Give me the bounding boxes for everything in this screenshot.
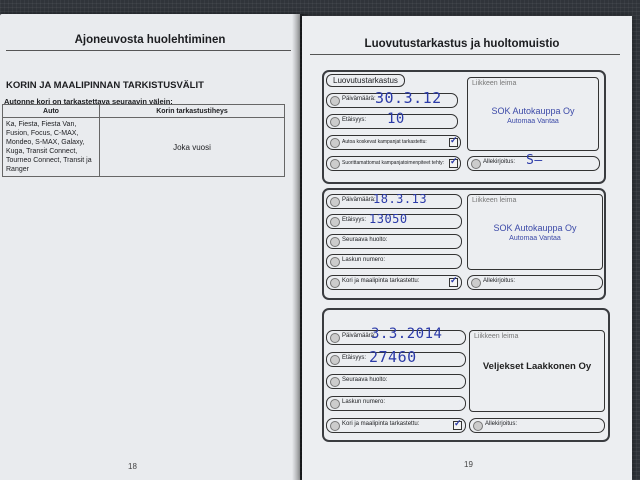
checkbox[interactable] [449,135,458,147]
left-page [0,14,300,480]
checkmark-icon: ✓ [450,156,458,166]
bullet-icon [330,159,340,169]
bullet-icon [330,278,340,288]
stamp-dealer-name: Veljekset Laakkonen Oy [482,361,592,372]
next-service-field[interactable] [326,374,466,389]
bullet-icon [330,237,340,247]
field-label: Päivämäärä: [342,197,376,203]
field-label: Suorittamattomat kampanjatoimenpiteet tehty: [342,160,444,166]
table-header-frequency: Korin tarkastustiheys [100,105,285,118]
stamp-label: Liikkeen leima [472,80,517,87]
checkmark-icon: ✓ [450,135,458,145]
bullet-icon [471,159,481,169]
table-row [3,118,285,177]
table-cell-frequency: Joka vuosi [100,118,285,177]
bullet-icon [330,96,340,106]
invoice-number-field[interactable] [326,254,462,269]
bullet-icon [330,197,340,207]
bullet-icon [330,399,340,409]
checkbox[interactable] [449,275,458,287]
bullet-icon [330,421,340,431]
field-label: Seuraava huolto: [342,237,388,243]
page-number: 19 [464,460,473,469]
field-label: Allekirjoitus: [485,421,518,427]
handwritten-mileage: 27460 [369,348,417,366]
next-service-field[interactable] [326,234,462,249]
service-record-3 [322,308,610,442]
stamp-dealer-name: SOK Autokauppa Oy [491,106,575,116]
mileage-field[interactable] [326,111,458,129]
field-label: Autoa koskevat kampanjat tarkastettu: [342,139,427,145]
signature-field[interactable] [469,418,605,433]
field-label: Allekirjoitus: [483,159,516,165]
signature-field[interactable] [467,275,603,290]
title-rule [310,54,620,55]
checkmark-icon: ✓ [454,418,462,428]
dealer-stamp-box [467,194,603,270]
body-paint-checked-field[interactable] [326,418,466,433]
right-page [302,16,632,480]
handwritten-date: 3.3.2014 [371,326,443,342]
section-subtitle: Autonne kori on tarkastettava seuraavin välein: [4,97,173,106]
handwritten-signature: S— [526,153,543,168]
bullet-icon [330,333,340,343]
field-label: Seuraava huolto: [342,377,388,383]
bullet-icon [330,377,340,387]
signature-field[interactable] [467,153,600,171]
inspection-interval-table [2,104,285,177]
table-header-auto: Auto [3,105,100,118]
campaigns-checked-field[interactable] [326,135,461,150]
page-title: Ajoneuvosta huolehtiminen [74,34,226,46]
field-label: Allekirjoitus: [483,278,516,284]
mileage-field[interactable] [326,348,466,367]
invoice-number-field[interactable] [326,396,466,411]
bullet-icon [471,278,481,288]
bullet-icon [330,355,340,365]
mileage-field[interactable] [326,214,462,229]
stamp-dealer-name: SOK Autokauppa Oy [493,223,577,233]
stamp-dealer-location: Automaa Vantaa [509,235,561,242]
bullet-icon [330,257,340,267]
stamp-label: Liikkeen leima [472,197,517,204]
body-paint-checked-field[interactable] [326,275,462,290]
date-field[interactable] [326,326,466,345]
campaigns-done-field[interactable] [326,156,461,171]
field-label: Päivämäärä: [342,333,376,339]
section-title: KORIN JA MAALIPINNAN TARKISTUSVÄLIT [6,80,204,91]
field-label: Etäisyys: [342,117,367,123]
title-rule [6,50,291,51]
checkmark-icon: ✓ [450,275,458,285]
bullet-icon [330,217,340,227]
field-label: Laskun numero: [342,257,386,263]
page-number: 18 [128,462,137,471]
field-label: Laskun numero: [342,399,386,405]
bullet-icon [473,421,483,431]
stamp-dealer-location: Automaa Vantaa [507,118,559,125]
block-title: Luovutustarkastus [326,74,405,87]
stamp-label: Liikkeen leima [474,333,519,340]
date-field[interactable] [326,194,462,209]
dealer-stamp-box [467,77,599,151]
checkbox[interactable] [449,156,458,168]
field-label: Kori ja maalipinta tarkastettu: [342,421,420,427]
page-title: Luovutustarkastus ja huoltomuistio [364,38,560,50]
field-label: Etäisyys: [342,217,367,223]
handwritten-date: 18.3.13 [373,192,428,206]
bullet-icon [330,138,340,148]
dealer-stamp-box [469,330,605,412]
handwritten-date: 30.3.12 [375,89,442,107]
checkbox[interactable] [453,418,462,430]
handwritten-mileage: 13050 [369,212,408,226]
bullet-icon [330,117,340,127]
table-cell-models: Ka, Fiesta, Fiesta Van, Fusion, Focus, C-MAX, Mondeo, S-MAX, Galaxy, Kuga, Transit Connect, Tourneo Connect, Transit ja Ranger [3,118,100,177]
date-field[interactable] [326,89,458,108]
field-label: Etäisyys: [342,355,367,361]
field-label: Kori ja maalipinta tarkastettu: [342,278,420,284]
handwritten-mileage: 10 [387,111,405,127]
field-label: Päivämäärä: [342,96,376,102]
service-record-1 [322,70,606,184]
service-record-2 [322,188,606,300]
